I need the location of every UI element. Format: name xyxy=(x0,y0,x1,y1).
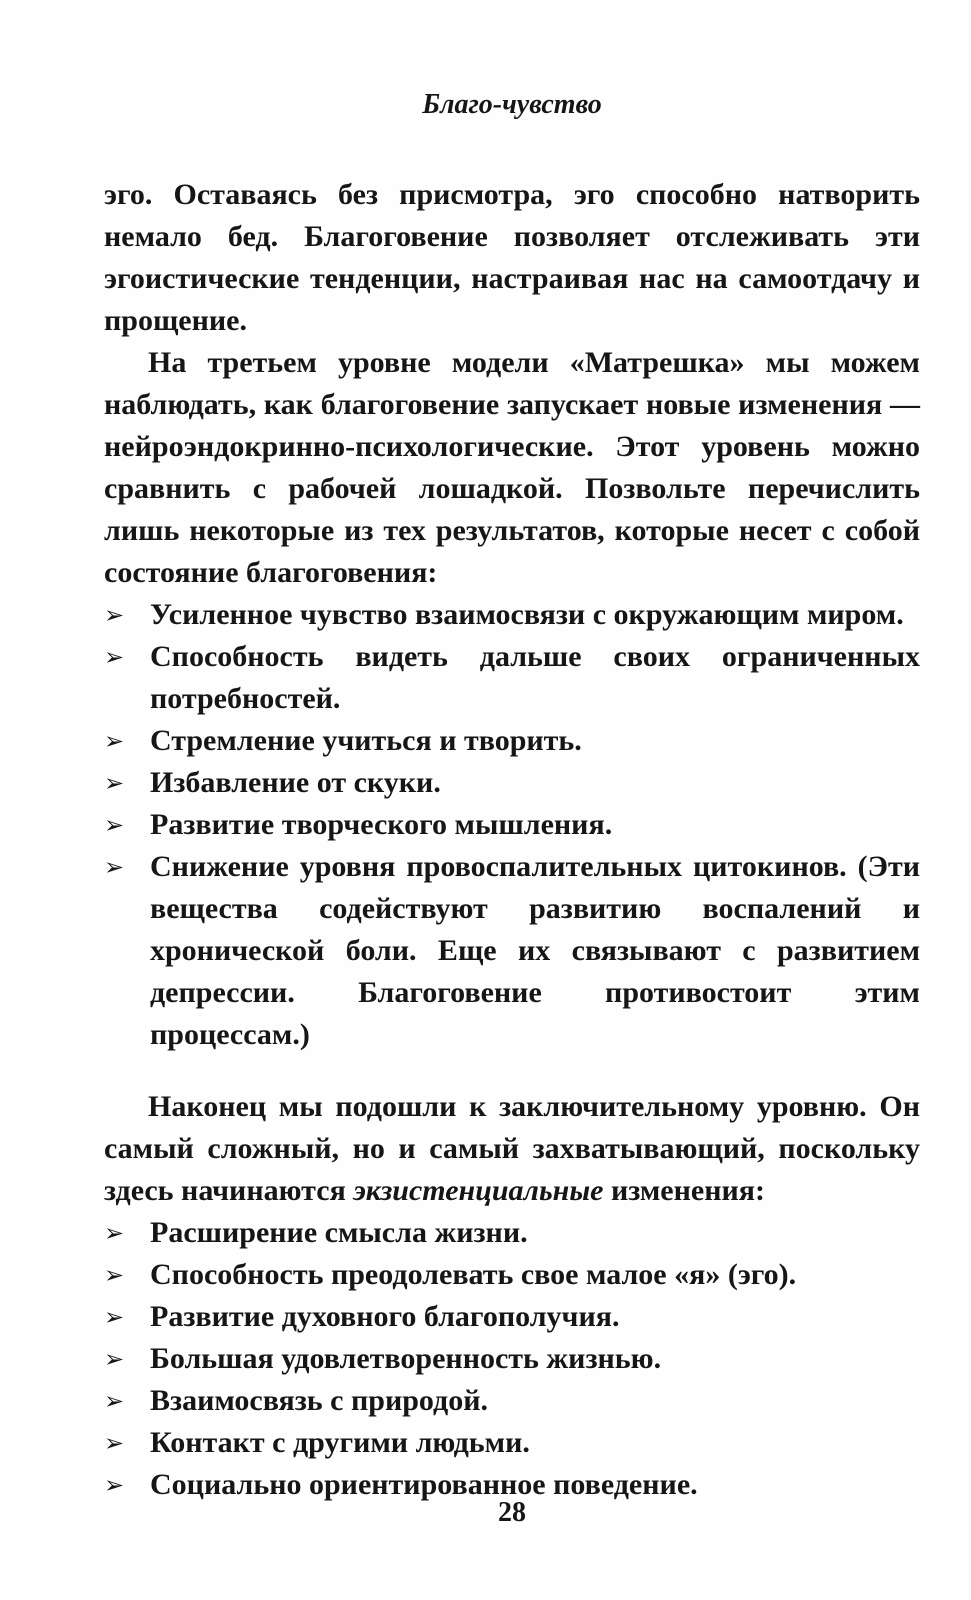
list-item xyxy=(104,1380,920,1422)
bullet-list-existential xyxy=(104,1212,920,1506)
paragraph-continuation: эго. Оставаясь без присмотра, эго способно натворить немало бед. Благоговение позволяет отслеживать эти эгоистические тенденции, настраивая нас на самоотдачу и прощение. xyxy=(104,178,920,337)
list-item xyxy=(104,720,920,762)
list-item xyxy=(104,594,920,636)
arrow-bullet-icon: ➢ xyxy=(104,601,125,629)
arrow-bullet-icon: ➢ xyxy=(104,1387,125,1415)
list-item-text: Способность видеть дальше своих ограниченных потребностей. xyxy=(150,640,920,715)
arrow-bullet-icon: ➢ xyxy=(104,1471,125,1499)
list-item-text: Социально ориентированное поведение. xyxy=(150,1468,698,1501)
list-item-text: Стремление учиться и творить. xyxy=(150,724,582,757)
italic-term: экзистенциальные xyxy=(353,1174,604,1207)
list-item-text: Избавление от скуки. xyxy=(150,766,441,799)
bullet-list-results xyxy=(104,594,920,1056)
paragraph-level-three: На третьем уровне модели «Матрешка» мы можем наблюдать, как благоговение запускает новые изменения — нейроэндокринно-психологические. Этот уровень можно сравнить с рабочей лошадкой. Позвольте перечислить лишь некоторые из тех результатов, которые несет с собой состояние благоговения: xyxy=(104,346,920,589)
list-item xyxy=(104,762,920,804)
page-number: 28 xyxy=(498,1497,526,1528)
list-item xyxy=(104,1212,920,1254)
arrow-bullet-icon: ➢ xyxy=(104,727,125,755)
list-item-text: Контакт с другими людьми. xyxy=(150,1426,530,1459)
list-item xyxy=(104,636,920,720)
list-item xyxy=(104,804,920,846)
arrow-bullet-icon: ➢ xyxy=(104,853,125,881)
paragraph-final-level xyxy=(104,1086,920,1212)
list-item-text: Развитие духовного благополучия. xyxy=(150,1300,620,1333)
list-item-text: Способность преодолевать свое малое «я» (эго). xyxy=(150,1258,797,1291)
arrow-bullet-icon: ➢ xyxy=(104,1429,125,1457)
paragraph-text: изменения: xyxy=(603,1174,766,1207)
paragraph-text: Наконец мы подошли к заключительному уровню. Он самый сложный, но и самый захватывающий, поскольку здесь начинаются xyxy=(104,1090,920,1207)
arrow-bullet-icon: ➢ xyxy=(104,1303,125,1331)
arrow-bullet-icon: ➢ xyxy=(104,643,125,671)
list-item-text: Большая удовлетворенность жизнью. xyxy=(150,1342,662,1375)
arrow-bullet-icon: ➢ xyxy=(104,1345,125,1373)
list-item-text: Расширение смысла жизни. xyxy=(150,1216,528,1249)
list-item-text: Снижение уровня провоспалительных цитокинов. (Эти вещества содействуют развитию воспалений и хронической боли. Еще их связывают с развитием депрессии. Благоговение противостоит этим процессам.) xyxy=(150,850,920,1051)
list-item xyxy=(104,1254,920,1296)
running-header: Благо-чувство xyxy=(422,89,602,120)
arrow-bullet-icon: ➢ xyxy=(104,1219,125,1247)
list-item-text: Взаимосвязь с природой. xyxy=(150,1384,489,1417)
list-item xyxy=(104,1422,920,1464)
list-item xyxy=(104,846,920,1056)
list-item-text: Усиленное чувство взаимосвязи с окружающим миром. xyxy=(150,598,904,631)
arrow-bullet-icon: ➢ xyxy=(104,769,125,797)
arrow-bullet-icon: ➢ xyxy=(104,811,125,839)
list-item-text: Развитие творческого мышления. xyxy=(150,808,613,841)
list-item xyxy=(104,1296,920,1338)
list-item xyxy=(104,1338,920,1380)
arrow-bullet-icon: ➢ xyxy=(104,1261,125,1289)
